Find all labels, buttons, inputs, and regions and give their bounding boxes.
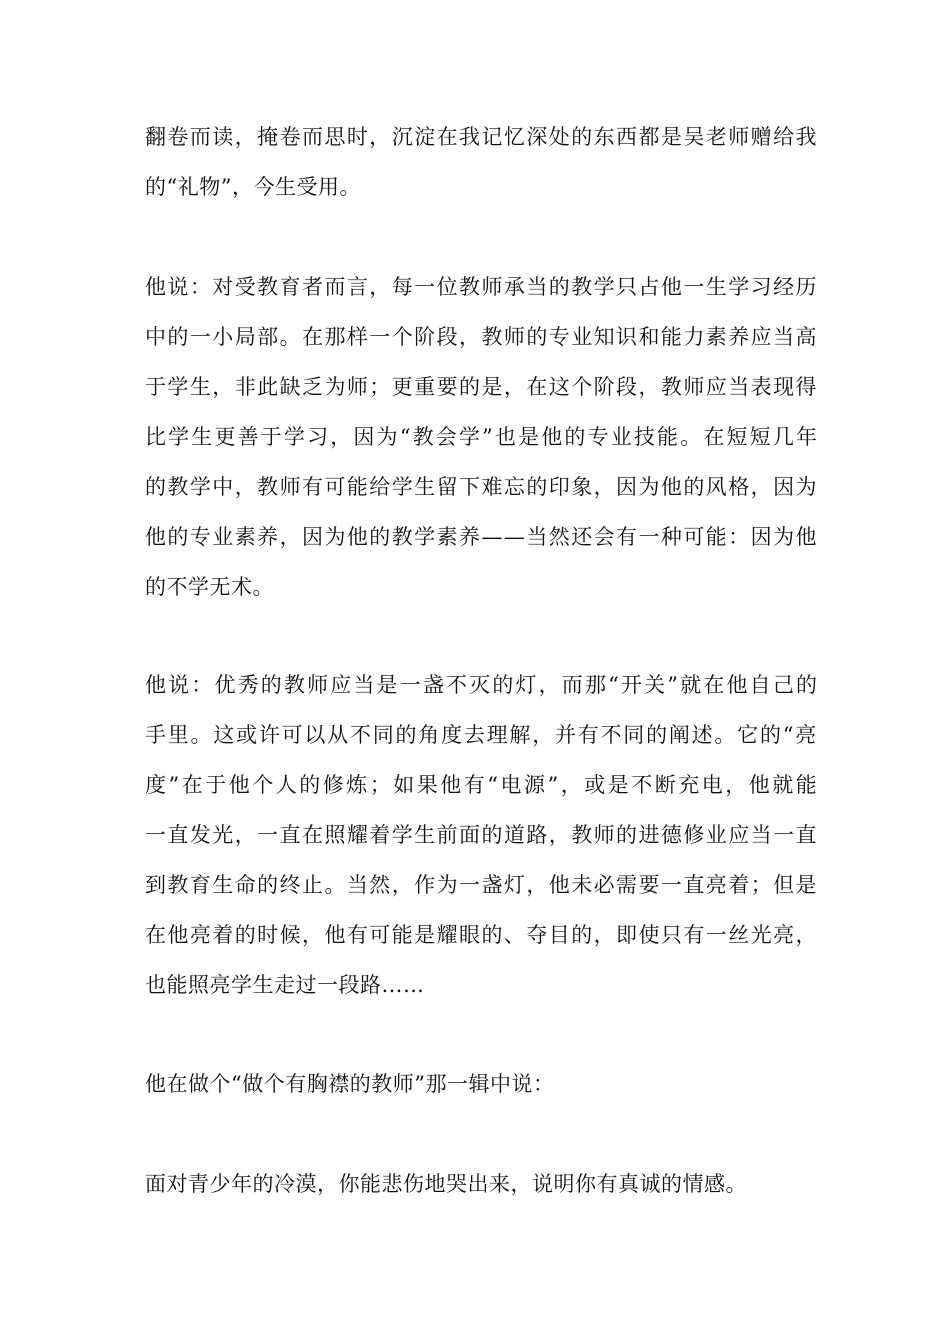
text-line: 手里。这或许可以从不同的角度去理解，并有不同的阐述。它的“亮 (145, 723, 819, 747)
text-line: 比学生更善于学习，因为“教会学”也是他的专业技能。在短短几年 (145, 425, 820, 449)
text-line: 的教学中，教师有可能给学生留下难忘的印象，因为他的风格，因为 (145, 475, 818, 499)
text-line: 中的一小局部。在那样一个阶段，教师的专业知识和能力素养应当高 (145, 325, 818, 349)
text-line: 到教育生命的终止。当然，作为一盏灯，他未必需要一直亮着；但是 (145, 873, 818, 897)
paragraph-lamp (145, 660, 820, 1010)
text-line: 于学生，非此缺乏为师；更重要的是，在这个阶段，教师应当表现得 (145, 375, 818, 399)
text-line: 他在做个“做个有胸襟的教师”那一辑中说： (145, 1072, 555, 1096)
paragraph-chapter-intro (145, 1059, 817, 1109)
text-line: 他的专业素养，因为他的教学素养——当然还会有一种可能：因为他 (145, 525, 818, 549)
text-line: 他说：优秀的教师应当是一盏不灭的灯，而那“开关”就在他自己的 (145, 673, 820, 697)
text-line: 的不学无术。 (145, 575, 274, 599)
text-line: 翻卷而读，掩卷而思时，沉淀在我记忆深处的东西都是吴老师赠给我 (145, 125, 818, 149)
text-line: 一直发光，一直在照耀着学生前面的道路，教师的进德修业应当一直 (145, 823, 818, 847)
paragraph-teacher-role (145, 262, 820, 612)
text-line: 度”在于他个人的修炼；如果他有“电源”，或是不断充电，他就能 (145, 773, 820, 797)
text-line: 也能照亮学生走过一段路…… (145, 973, 425, 997)
paragraph-gift (145, 112, 817, 212)
text-line: 在他亮着的时候，他有可能是耀眼的、夺目的，即使只有一丝光亮， (145, 923, 818, 947)
text-line: 的“礼物”，今生受用。 (145, 175, 361, 199)
paragraph-sincere-emotion (145, 1159, 817, 1209)
text-line: 面对青少年的冷漠，你能悲伤地哭出来，说明你有真诚的情感。 (145, 1172, 747, 1196)
text-line: 他说：对受教育者而言，每一位教师承当的教学只占他一生学习经历 (145, 275, 818, 299)
